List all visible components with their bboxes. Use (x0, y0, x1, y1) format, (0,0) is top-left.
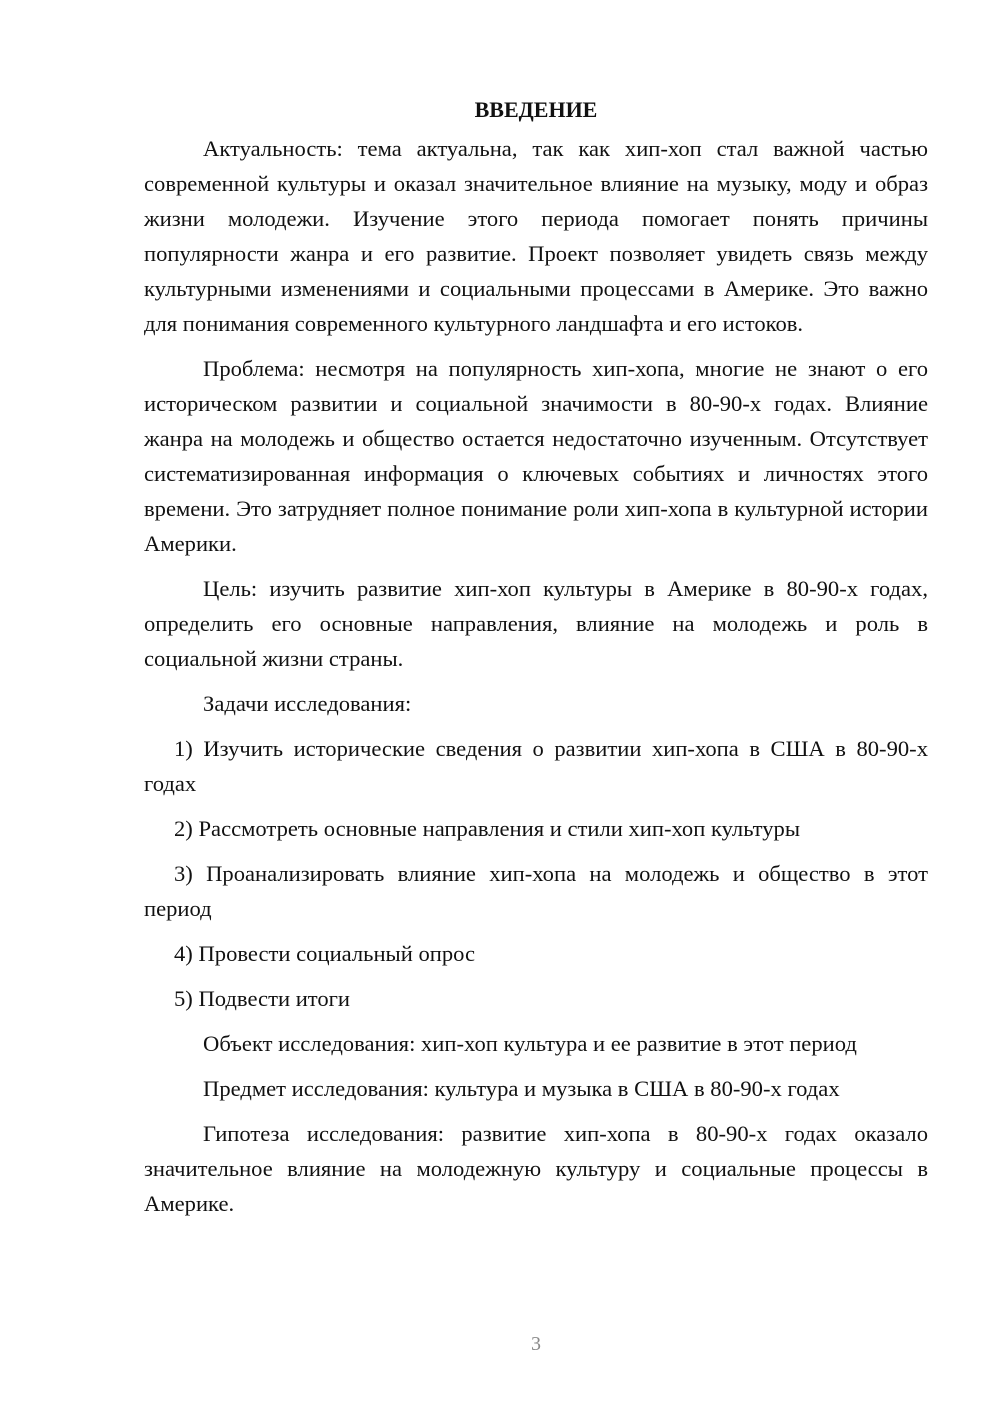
task-item-1: 1) Изучить исторические сведения о развитии хип-хопа в США в 80-90-х годах (144, 736, 928, 796)
task-item-4: 4) Провести социальный опрос (174, 941, 476, 966)
task-item-3: 3) Проанализировать влияние хип-хопа на молодежь и общество в этот период (144, 861, 928, 921)
research-hypothesis: Гипотеза исследования: развитие хип-хопа в 80-90-х годах оказало значительное влияние на молодежную культуру и социальные процессы в Америке. (144, 1121, 928, 1216)
section-title: ВВЕДЕНИЕ (474, 97, 598, 122)
paragraph-tasks-heading: Задачи исследования: (203, 691, 412, 716)
research-subject: Предмет исследования: культура и музыка в США в 80-90-х годах (203, 1076, 840, 1101)
research-object: Объект исследования: хип-хоп культура и ее развитие в этот период (203, 1031, 857, 1056)
document-body (144, 92, 928, 1231)
task-item-2: 2) Рассмотреть основные направления и стили хип-хоп культуры (174, 816, 800, 841)
paragraph-relevance: Актуальность: тема актуальна, так как хип-хоп стал важной частью современной культуры и оказал значительное влияние на музыку, моду и образ жизни молодежи. Изучение этого периода помогает понять причины популярности жанра и его развитие. Проект позволяет увидеть связь между культурными изменениями и социальными процессами в Америке. Это важно для понимания современного культурного ландшафта и его истоков. (144, 136, 928, 336)
task-item-5: 5) Подвести итоги (174, 986, 351, 1011)
paragraph-problem: Проблема: несмотря на популярность хип-хопа, многие не знают о его историческом развитии и социальной значимости в 80-90-х годах. Влияние жанра на молодежь и общество остается недостаточно изученным. Отсутствует систематизированная информация о ключевых событиях и личностях этого времени. Это затрудняет полное понимание роли хип-хопа в культурной истории Америки. (144, 356, 928, 556)
page-number: 3 (531, 1333, 541, 1355)
paragraph-goal: Цель: изучить развитие хип-хоп культуры в Америке в 80-90-х годах, определить его основные направления, влияние на молодежь и роль в социальной жизни страны. (144, 576, 928, 671)
